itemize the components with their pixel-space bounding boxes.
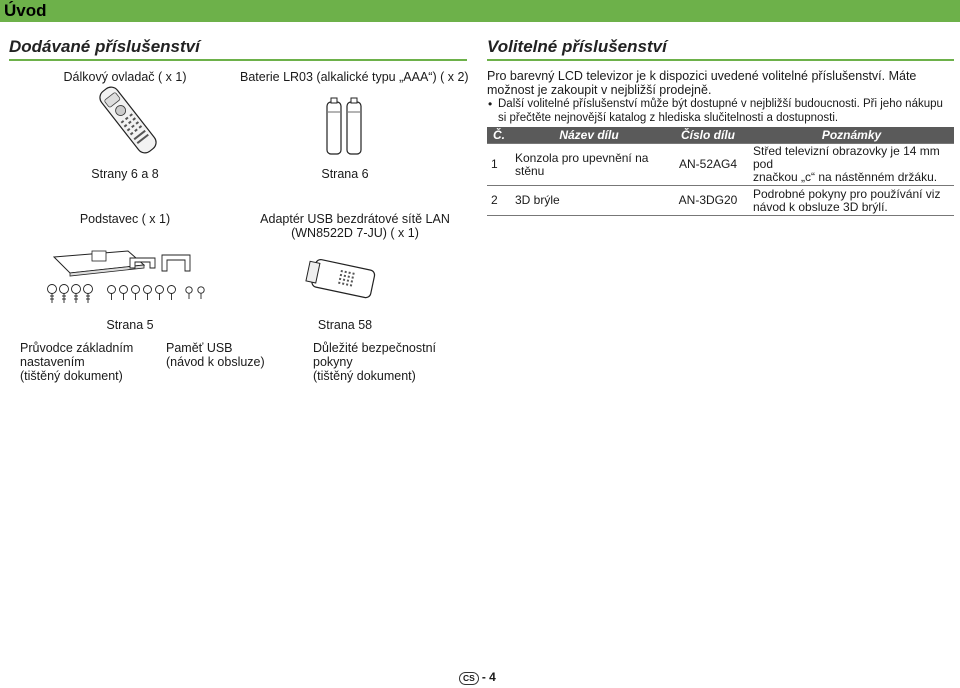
table-cell-notes-line1: Střed televizní obrazovky je 14 mm pod [753,144,940,171]
optional-intro [487,69,957,97]
stand-label: Podstavec ( x 1) [79,212,171,226]
supplied-heading-rule [9,59,467,61]
doc-usb-memory-line2: (návod k obsluze) [166,355,265,369]
table-cell-notes-line1: Podrobné pokyny pro používání viz [753,186,941,201]
optional-heading: Volitelné příslušenství [487,37,667,56]
table-cell-name [511,144,667,186]
table-cell-no: 1 [487,144,511,186]
table-cell-notes [749,186,954,216]
table-row [487,186,954,216]
doc-setup-guide-line3: (tištěný dokument) [20,369,123,383]
table-header-part: Číslo dílu [667,127,749,144]
table-cell-notes-line2: značkou „c“ na nástěnném držáku. [753,170,938,184]
remote-control-icon [98,88,158,152]
stand-parts-icon [40,245,215,310]
lan-adapter-label-line1: Adaptér USB bezdrátové sítě LAN [260,212,450,226]
language-badge: CS [459,672,479,685]
optional-heading-rule [487,59,954,61]
table-header-no: Č. [487,127,511,144]
table-cell-name-line1: Konzola pro upevnění na [515,150,649,165]
table-header-row [487,127,954,144]
table-cell-name-line2: stěnu [515,163,545,178]
table-cell-notes-line2: návod k obsluze 3D brýlí. [753,199,888,214]
table-cell-name: 3D brýle [511,186,667,216]
doc-safety [313,341,463,383]
table-header-notes: Poznámky [749,127,954,144]
stand-page-ref: Strana 5 [106,318,154,332]
doc-setup-guide [20,341,160,383]
doc-setup-guide-line2: nastavením [20,355,85,369]
optional-accessories-table [487,127,954,216]
table-cell-no: 2 [487,186,511,216]
usb-lan-adapter-icon [305,255,385,305]
doc-safety-line3: (tištěný dokument) [313,369,416,383]
page-title: Úvod [4,1,47,20]
table-cell-part: AN-52AG4 [667,144,749,186]
doc-safety-line1: Důležité bezpečnostní [313,341,436,355]
batteries-label: Baterie LR03 (alkalické typu „AAA“) ( x 2) [240,70,469,84]
optional-bullet [498,97,958,125]
page-number: - 4 [481,670,496,684]
bullet-icon: • [488,97,493,111]
remote-page-ref: Strany 6 a 8 [91,167,159,181]
lan-adapter-page-ref: Strana 58 [317,318,373,332]
optional-intro-line1: Pro barevný LCD televizor je k dispozici uvedené volitelné příslušenství. Máte [487,69,917,83]
remote-label: Dálkový ovladač ( x 1) [63,70,187,84]
optional-bullet-line2: si přečtěte nejnovější katalog z hlediska slučitelnosti a dostupnosti. [498,112,839,124]
table-cell-part: AN-3DG20 [667,186,749,216]
batteries-page-ref: Strana 6 [321,167,369,181]
table-header-name: Název dílu [511,127,667,144]
page-number-footer [459,671,496,685]
supplied-heading: Dodávané příslušenství [9,37,200,56]
doc-usb-memory-line1: Paměť USB [166,341,233,355]
lan-adapter-label-line2: (WN8522D 7-JU) ( x 1) [291,226,419,240]
header-bar [0,0,960,22]
optional-bullet-line1: Další volitelné příslušenství může být dostupné v nejbližší budoucnosti. Při jeho nákupu [498,98,943,110]
doc-safety-line2: pokyny [313,355,353,369]
optional-intro-line2: možnost je zakoupit v nejbližší prodejně. [487,83,712,97]
table-cell-notes [749,144,954,186]
doc-setup-guide-line1: Průvodce základním [20,341,134,355]
table-row [487,144,954,186]
batteries-icon [325,96,365,156]
doc-usb-memory [166,341,306,369]
